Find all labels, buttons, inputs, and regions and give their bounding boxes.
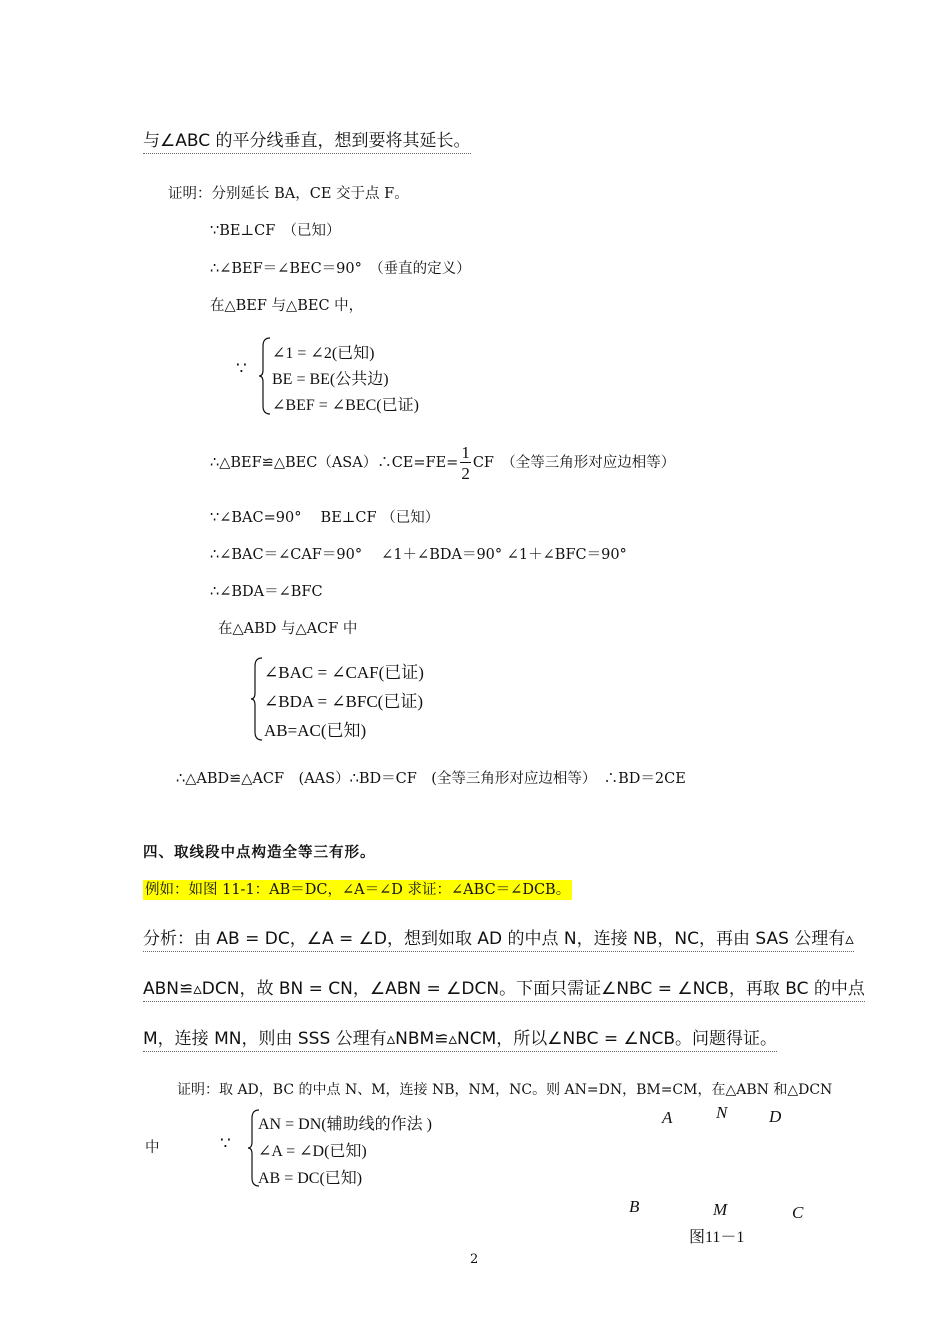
page-number: 2: [470, 1252, 479, 1267]
section-heading: 四、取线段中点构造全等三有形。: [143, 844, 376, 861]
proof1-line-6: ∴∠BAC＝∠CAF＝90° ∠1＋∠BDA＝90° ∠1＋∠BFC＝90°: [210, 547, 627, 563]
analysis-line-2: ABN≌▵DCN，故 BN = CN，∠ABN = ∠DCN。下面只需证∠NBC = ∠NCB，再取 BC 的中点: [143, 974, 865, 1002]
analysis-line-1: 分析：由 AB = DC，∠A = ∠D，想到如取 AD 的中点 N，连接 NB，NC，再由 SAS 公理有▵: [143, 924, 854, 952]
figure-label-m: M: [713, 1200, 728, 1219]
system3-eq-2: ∠A = ∠D(已知): [258, 1143, 367, 1160]
system2-eq-3: AB=AC(已知): [264, 721, 367, 740]
proof1-start: 证明：分别延长 BA，CE 交于点 F。: [168, 186, 409, 202]
figure-caption: 图11－1: [689, 1229, 745, 1246]
proof2-start: 证明：取 AD，BC 的中点 N、M，连接 NB，NM，NC。则 AN=DN，BM=CM，在△ABN 和△DCN: [177, 1082, 833, 1098]
proof1-line-5: ∵∠BAC=90° BE⊥CF （已知）: [210, 510, 440, 526]
proof1-line-1: ∵BE⊥CF （已知）: [210, 223, 341, 239]
proof1-line-4-a: ∴△BEF≌△BEC（ASA）∴CE=FE=: [210, 455, 459, 471]
proof1-line-7: ∴∠BDA＝∠BFC: [210, 584, 323, 600]
left-brace: [258, 336, 272, 416]
figure-label-c: C: [792, 1203, 804, 1222]
system2-eq-1: ∠BAC = ∠CAF(已证): [264, 663, 424, 682]
proof1-line-4: [210, 438, 675, 488]
fraction-numerator: 1: [461, 443, 470, 462]
system3-eq-1: AN = DN(辅助线的作法 ): [258, 1116, 432, 1133]
system1-eq-2: BE = BE(公共边): [272, 371, 389, 388]
system3-eq-3: AB = DC(已知): [258, 1170, 363, 1187]
intro-line: 与∠ABC 的平分线垂直，想到要将其延长。: [143, 126, 471, 154]
example-highlight: 例如：如图 11-1：AB＝DC，∠A＝∠D 求证：∠ABC＝∠DCB。: [145, 882, 571, 898]
zhong-label: 中: [145, 1140, 160, 1156]
proof1-line-2: ∴∠BEF＝∠BEC＝90° （垂直的定义）: [210, 261, 471, 277]
left-brace: [250, 656, 264, 742]
proof1-line-3: 在△BEF 与△BEC 中，: [210, 298, 364, 314]
fraction-half: [460, 444, 471, 482]
analysis-line-3: M，连接 MN，则由 SSS 公理有▵NBM≌▵NCM，所以∠NBC = ∠NCB。问题得证。: [143, 1024, 777, 1052]
figure-label-b: B: [629, 1197, 640, 1216]
system1-eq-1: ∠1 = ∠2(已知): [272, 345, 375, 362]
fraction-denominator: 2: [461, 464, 470, 483]
because-symbol: ∵: [220, 1134, 231, 1154]
proof1-conclusion: ∴△ABD≌△ACF (AAS）∴BD＝CF (全等三角形对应边相等） ∴BD＝2CE: [176, 771, 686, 787]
system1-eq-3: ∠BEF = ∠BEC(已证): [272, 397, 419, 414]
example-line: [143, 878, 572, 899]
figure-label-a: A: [662, 1108, 673, 1127]
figure-label-n: N: [716, 1103, 728, 1122]
figure-label-d: D: [769, 1107, 782, 1126]
proof1-line-4-b: CF （全等三角形对应边相等）: [472, 455, 676, 471]
system2-eq-2: ∠BDA = ∠BFC(已证): [264, 692, 423, 711]
proof1-line-8: 在△ABD 与△ACF 中: [218, 621, 358, 637]
because-symbol: ∵: [236, 359, 247, 379]
